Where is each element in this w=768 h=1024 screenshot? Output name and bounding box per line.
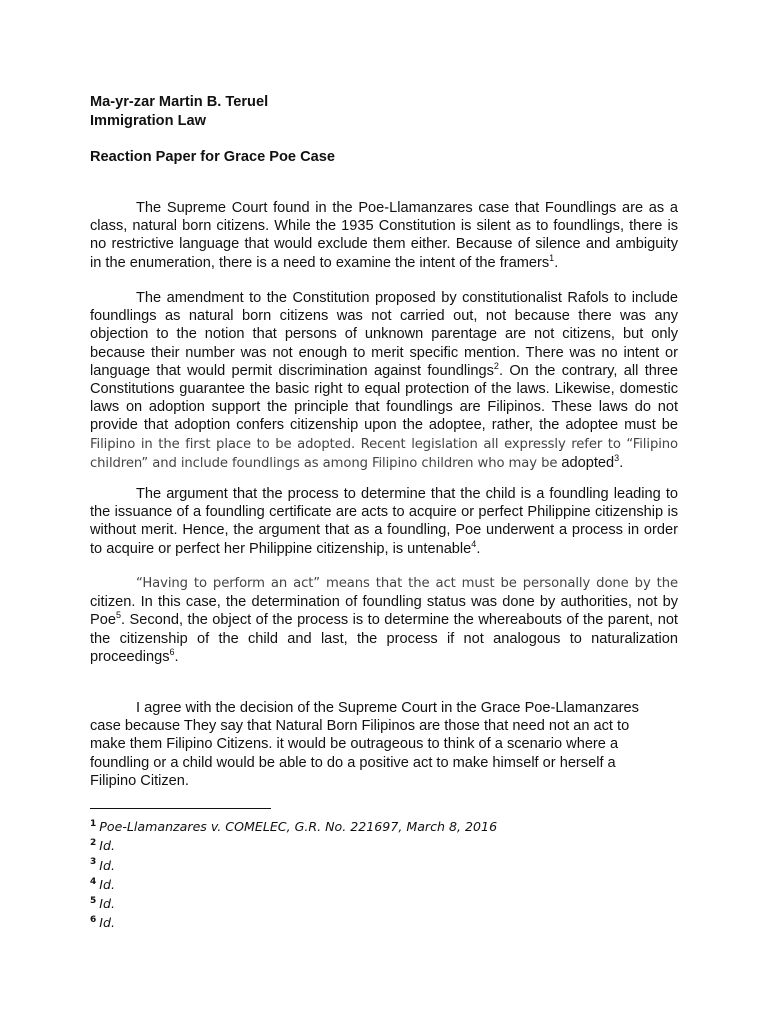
footnote-ref: 5 <box>115 610 121 621</box>
footnote-text: Id. <box>99 915 115 931</box>
paragraph-1 <box>90 199 678 272</box>
paragraph-3 <box>90 485 678 558</box>
paragraph-1-end: . <box>554 254 559 271</box>
paragraph-4-text-b: citizen. In this case, the determination of foundling status was done by authorities, not by Poe <box>90 594 678 629</box>
paragraph-4-text-a: “Having to perform an act” means that the act must be personally done by the <box>136 576 678 591</box>
footnote-text: Id. <box>99 857 115 873</box>
footnote-number: 4 <box>90 876 97 887</box>
paragraph-3-text: The argument that the process to determine that the child is a foundling leading to the issuance of a foundling certificate are acts to acquire or perfect Philippine citizenship is without merit. Hence, the argument that as a foundling, Poe underwent a process in order to acquire or perfect her Philippine citizenship, is untenable <box>90 486 678 557</box>
paragraph-4-end: . <box>174 648 179 665</box>
paragraph-2-end: . <box>619 454 624 471</box>
footnote-text: Poe-Llamanzares v. COMELEC, G.R. No. 221697, March 8, 2016 <box>99 819 498 834</box>
footnote-item <box>90 836 497 855</box>
footnote-text: Id. <box>99 838 115 854</box>
footnote-number: 6 <box>90 915 97 926</box>
footnote-item <box>90 817 497 836</box>
paragraph-4-text-c: . Second, the object of the process is to determine the whereabouts of the parent, not the citizenship of the child and last, the process if not analogous to naturalization proceedings <box>90 612 678 665</box>
footnote-ref: 4 <box>471 538 477 549</box>
paragraph-1-text: The Supreme Court found in the Poe-Llamanzares case that Foundlings are as a class, natural born citizens. While the 1935 Constitution is silent as to foundlings, there is no restrictive language that would exclude them either. Because of silence and ambiguity in the enumeration, there is a need to examine the intent of the framers <box>90 200 678 271</box>
paragraph-2-text-b: . On the contrary, all three Constitutions guarantee the basic right to equal protection of the laws. Likewise, domestic laws on adoption support the principle that foundlings are Filipinos. These laws do not provide that adoption confers citizenship upon the adoptee, rather, the adoptee must be <box>90 362 678 434</box>
footnotes <box>90 817 497 933</box>
paragraph-3-end: . <box>476 540 481 557</box>
footnote-ref: 1 <box>549 252 555 263</box>
paragraph-2-text-d: adopted <box>557 454 615 471</box>
paragraph-2-text-a: The amendment to the Constitution proposed by constitutionalist Rafols to include foundlings as natural born citizens was not carried out, not because there was any objection to the notion that persons of unknown parentage are not citizens, but only because their number was not enough to merit specific mention. There was no intent or language that would permit discrimination against foundlings <box>90 290 678 379</box>
footnote-item <box>90 856 497 875</box>
author-name: Ma-yr-zar Martin B. Teruel <box>90 94 269 110</box>
footnote-item <box>90 894 497 913</box>
paragraph-2-text-c: Filipino in the first place to be adopted. Recent legislation all expressly refer to “Filipino children” and include foundlings as among Filipino children who may be <box>90 436 678 471</box>
footnote-number: 5 <box>90 896 97 906</box>
footnote-number: 3 <box>90 857 97 868</box>
footnote-ref: 3 <box>614 452 620 463</box>
course-name: Immigration Law <box>90 113 206 129</box>
paragraph-2 <box>90 289 678 473</box>
footnote-separator <box>90 808 271 809</box>
paragraph-5 <box>90 699 660 790</box>
footnote-number: 2 <box>90 838 97 849</box>
paragraph-5-text: I agree with the decision of the Supreme Court in the Grace Poe-Llamanzares case because They say that Natural Born Filipinos are those that need not an act to make them Filipino Citizens. it would be outrageous to think of a scenario where a foundling or a child would be able to do a positive act to make himself or herself a Filipino Citizen. <box>90 700 639 789</box>
footnote-text: Id. <box>99 896 115 912</box>
footnote-ref: 2 <box>493 360 499 371</box>
footnote-item <box>90 875 497 894</box>
paragraph-4 <box>90 574 678 666</box>
footnote-number: 1 <box>90 818 97 829</box>
paper-title: Reaction Paper for Grace Poe Case <box>90 149 335 165</box>
footnote-text: Id. <box>99 876 115 892</box>
footnote-item <box>90 913 497 932</box>
footnote-ref: 6 <box>169 646 175 657</box>
